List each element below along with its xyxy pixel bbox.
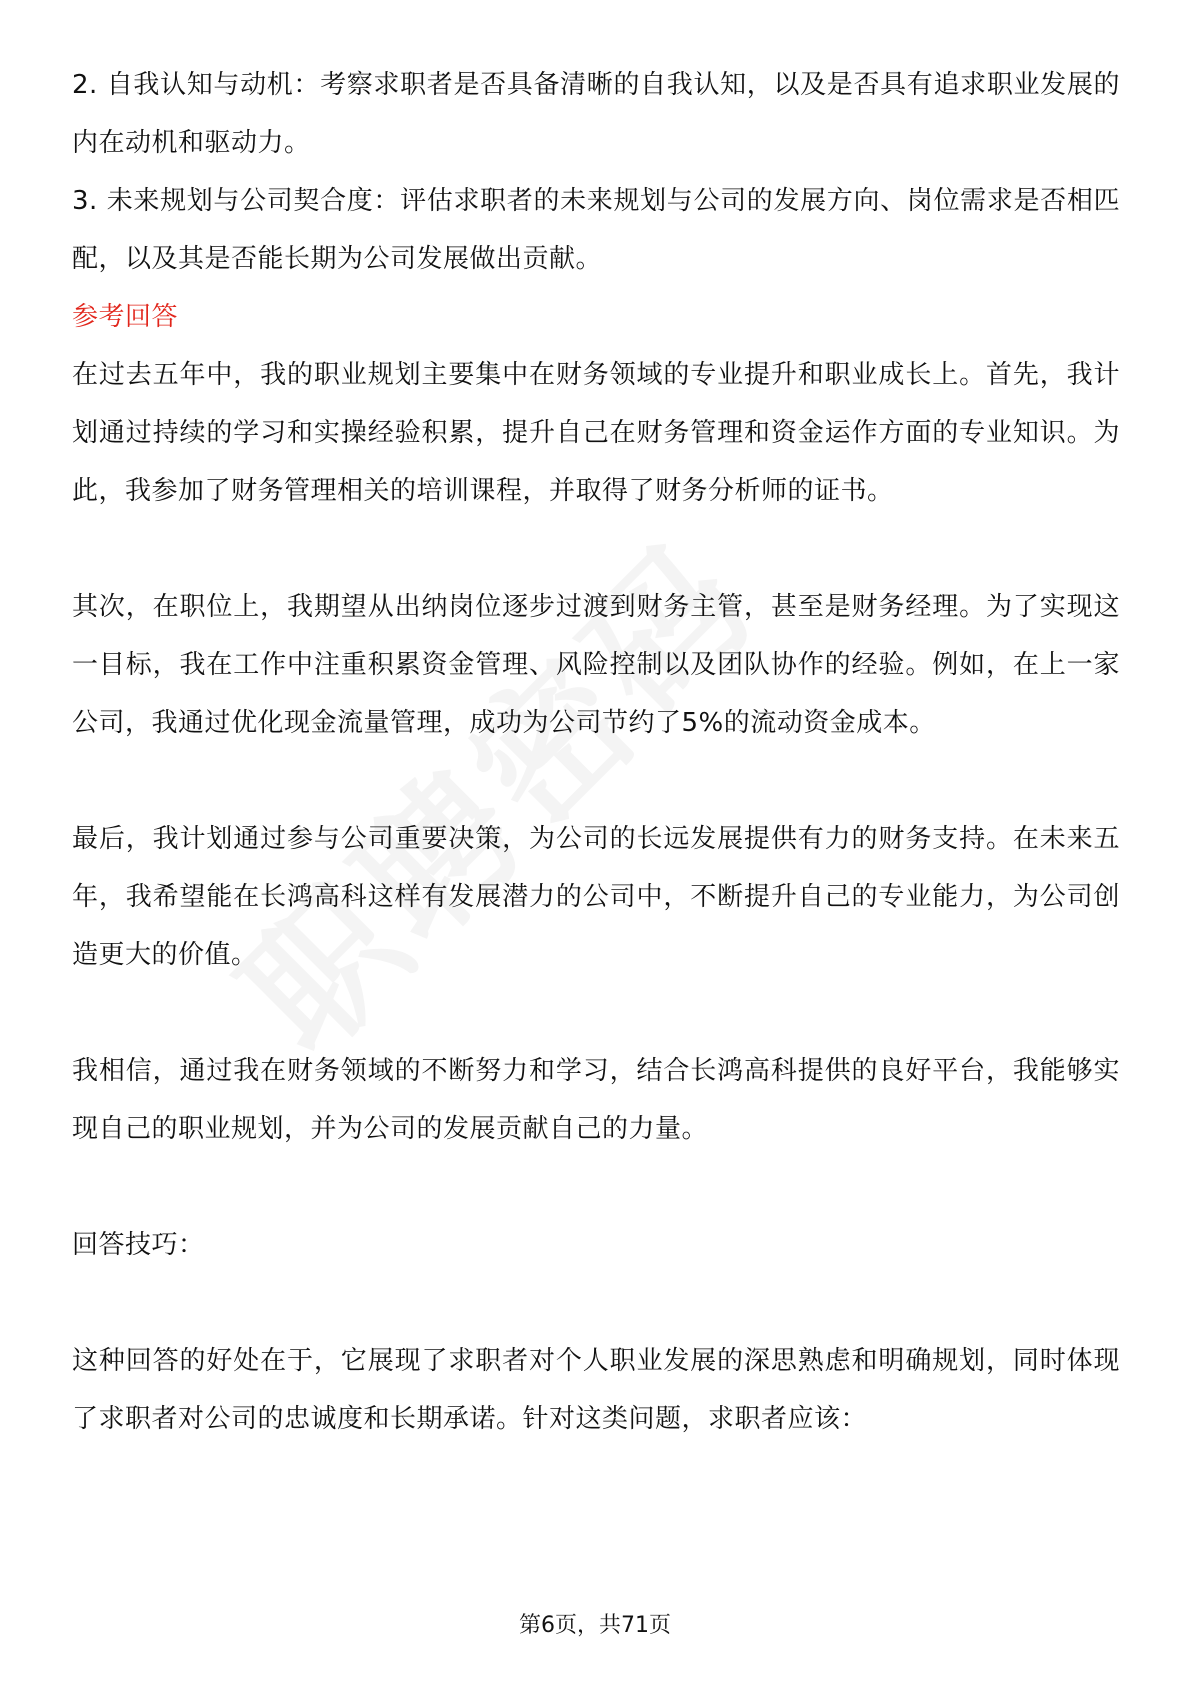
criterion-item: 2. 自我认知与动机：考察求职者是否具备清晰的自我认知，以及是否具有追求职业发展的内在动机和驱动力。 xyxy=(72,70,1120,158)
criterion-item: 3. 未来规划与公司契合度：评估求职者的未来规划与公司的发展方向、岗位需求是否相匹配，以及其是否能长期为公司发展做出贡献。 xyxy=(72,186,1120,274)
tips-heading: 回答技巧： xyxy=(72,1230,205,1260)
answer-paragraph: 其次，在职位上，我期望从出纳岗位逐步过渡到财务主管，甚至是财务经理。为了实现这一目标，我在工作中注重积累资金管理、风险控制以及团队协作的经验。例如，在上一家公司，我通过优化现金流量管理，成功为公司节约了5%的流动资金成本。 xyxy=(72,592,1120,738)
answer-paragraph: 我相信，通过我在财务领域的不断努力和学习，结合长鸿高科提供的良好平台，我能够实现自己的职业规划，并为公司的发展贡献自己的力量。 xyxy=(72,1056,1120,1144)
document-body xyxy=(72,56,1120,1448)
tips-paragraph: 这种回答的好处在于，它展现了求职者对个人职业发展的深思熟虑和明确规划，同时体现了求职者对公司的忠诚度和长期承诺。针对这类问题，求职者应该： xyxy=(72,1346,1120,1434)
page-number: 第6页，共71页 xyxy=(519,1613,671,1638)
reference-answer-heading: 参考回答 xyxy=(72,302,179,332)
answer-paragraph: 最后，我计划通过参与公司重要决策，为公司的长远发展提供有力的财务支持。在未来五年，我希望能在长鸿高科这样有发展潜力的公司中，不断提升自己的专业能力，为公司创造更大的价值。 xyxy=(72,824,1120,970)
answer-paragraph: 在过去五年中，我的职业规划主要集中在财务领域的专业提升和职业成长上。首先，我计划通过持续的学习和实操经验积累，提升自己在财务管理和资金运作方面的专业知识。为此，我参加了财务管理相关的培训课程，并取得了财务分析师的证书。 xyxy=(72,360,1120,506)
